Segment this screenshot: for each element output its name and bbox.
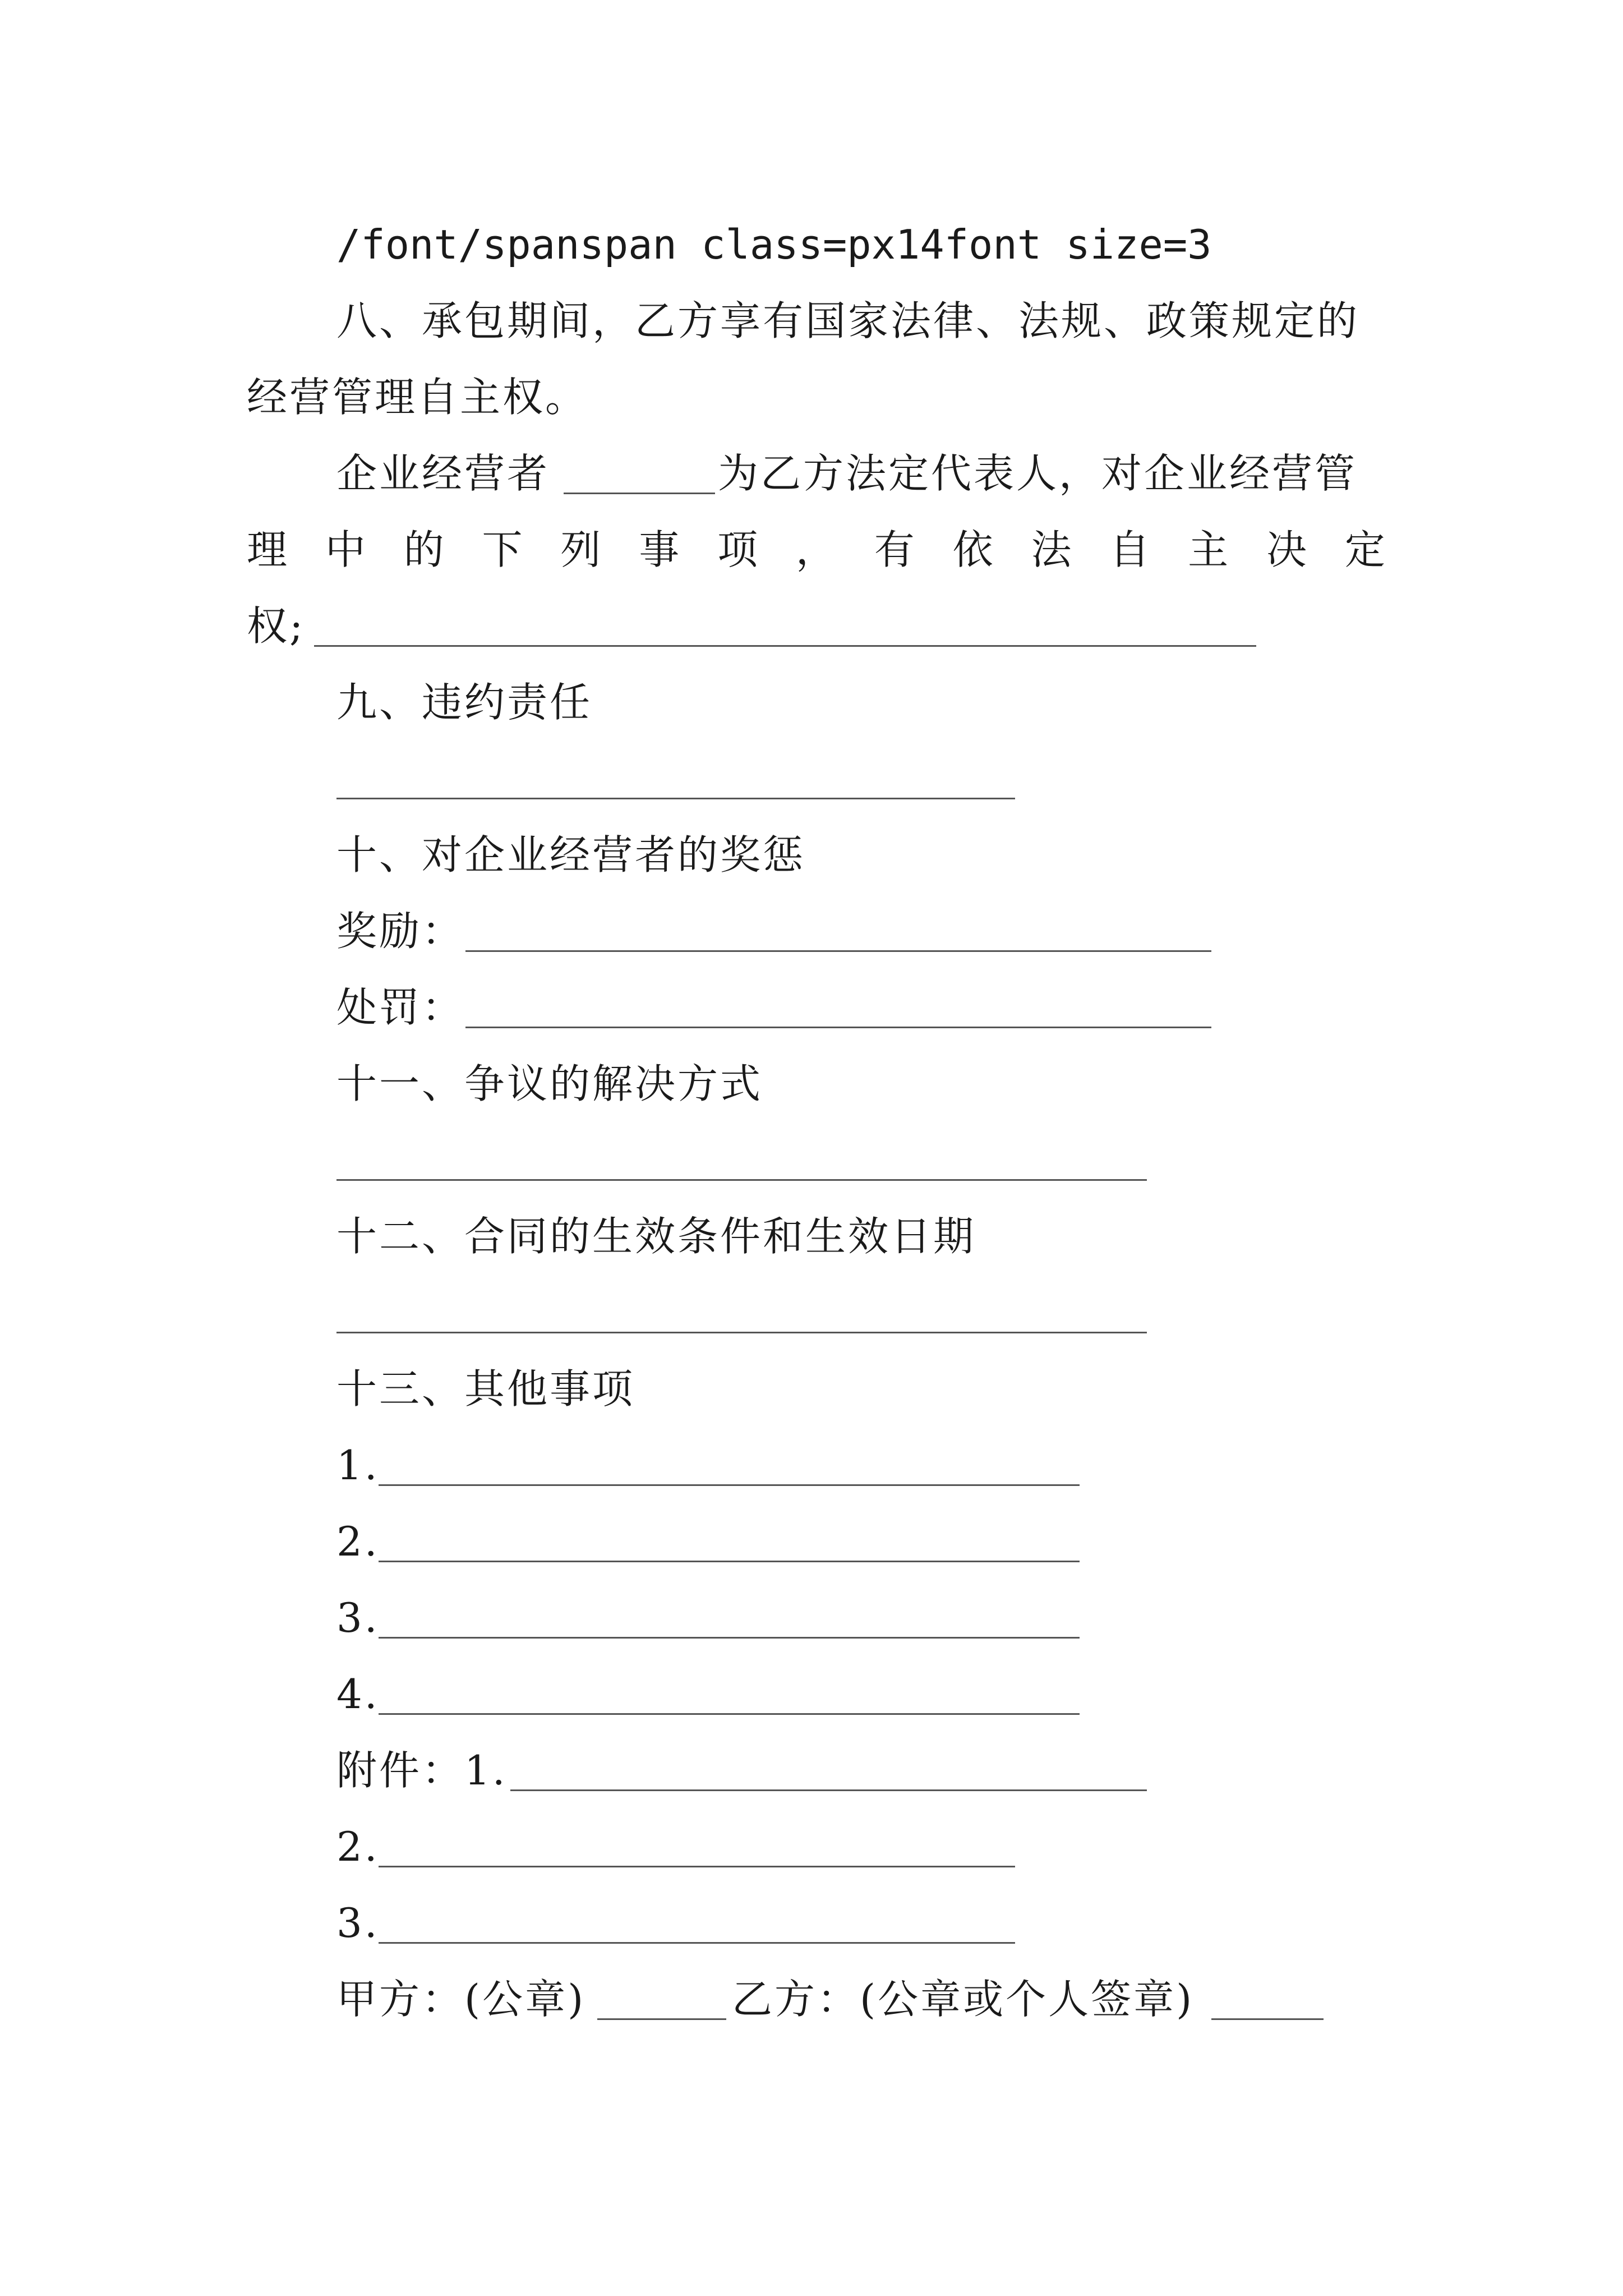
code-fragment-line: /font/spanspan class=px14font size=3 xyxy=(336,221,1212,268)
clause-11-blank[interactable] xyxy=(336,1179,1147,1181)
char: 依 xyxy=(952,526,993,573)
attachment-2-label: 2. xyxy=(336,1823,380,1870)
clause-10-heading: 十、对企业经营者的奖惩 xyxy=(336,831,806,878)
other-item-1-blank[interactable] xyxy=(379,1484,1080,1486)
char: 有 xyxy=(874,526,915,573)
attachment-3-label: 3. xyxy=(336,1899,380,1947)
char: 主 xyxy=(1188,526,1229,573)
other-item-2-blank[interactable] xyxy=(379,1561,1080,1562)
char: 定 xyxy=(1344,526,1385,573)
penalty-label: 处罚： xyxy=(336,984,465,1031)
clause-11-heading: 十一、争议的解决方式 xyxy=(336,1060,763,1107)
party-a-label: 甲方：(公章) xyxy=(336,1976,586,2023)
other-item-3-blank[interactable] xyxy=(379,1637,1080,1639)
char: 下 xyxy=(482,526,523,573)
attachment-1-label: 附件：1. xyxy=(336,1747,508,1794)
clause-9-heading: 九、违约责任 xyxy=(336,679,593,726)
party-b-label: 乙方：(公章或个人签章) xyxy=(732,1976,1195,2023)
char: 列 xyxy=(560,526,601,573)
char: ， xyxy=(795,526,836,573)
attachment-3-blank[interactable] xyxy=(379,1942,1015,1944)
operator-label: 企业经营者 xyxy=(336,450,550,497)
other-item-4-label: 4. xyxy=(336,1671,380,1718)
party-a-signature-blank[interactable] xyxy=(597,2018,726,2020)
char: 理 xyxy=(247,526,288,573)
party-b-signature-blank[interactable] xyxy=(1211,2018,1324,2020)
char: 项 xyxy=(717,526,758,573)
clause-8-heading: 八、承包期间，乙方享有国家法律、法规、政策规定的 xyxy=(336,297,1360,344)
char: 自 xyxy=(1109,526,1150,573)
operator-text: 为乙方法定代表人，对企业经营管 xyxy=(718,450,1358,497)
clause-13-heading: 十三、其他事项 xyxy=(336,1365,635,1412)
char: 的 xyxy=(403,526,444,573)
clause-9-blank[interactable] xyxy=(336,798,1015,799)
rights-blank[interactable] xyxy=(314,645,1256,647)
other-item-4-blank[interactable] xyxy=(379,1713,1080,1715)
reward-label: 奖励： xyxy=(336,908,465,955)
operator-name-blank[interactable] xyxy=(564,493,715,494)
reward-blank[interactable] xyxy=(465,950,1211,952)
rights-label: 权; xyxy=(247,602,306,650)
char: 事 xyxy=(639,526,680,573)
clause-12-heading: 十二、合同的生效条件和生效日期 xyxy=(336,1213,976,1260)
penalty-blank[interactable] xyxy=(465,1027,1211,1028)
other-item-1-label: 1. xyxy=(336,1442,380,1489)
char: 中 xyxy=(325,526,366,573)
other-item-3-label: 3. xyxy=(336,1594,380,1641)
other-item-2-label: 2. xyxy=(336,1518,380,1565)
attachment-2-blank[interactable] xyxy=(379,1866,1015,1867)
attachment-1-blank[interactable] xyxy=(510,1789,1147,1791)
char: 决 xyxy=(1266,526,1307,573)
justified-line xyxy=(247,526,1385,573)
clause-12-blank[interactable] xyxy=(336,1332,1147,1333)
char: 法 xyxy=(1031,526,1072,573)
clause-8-continuation: 经营管理自主权。 xyxy=(247,374,588,421)
